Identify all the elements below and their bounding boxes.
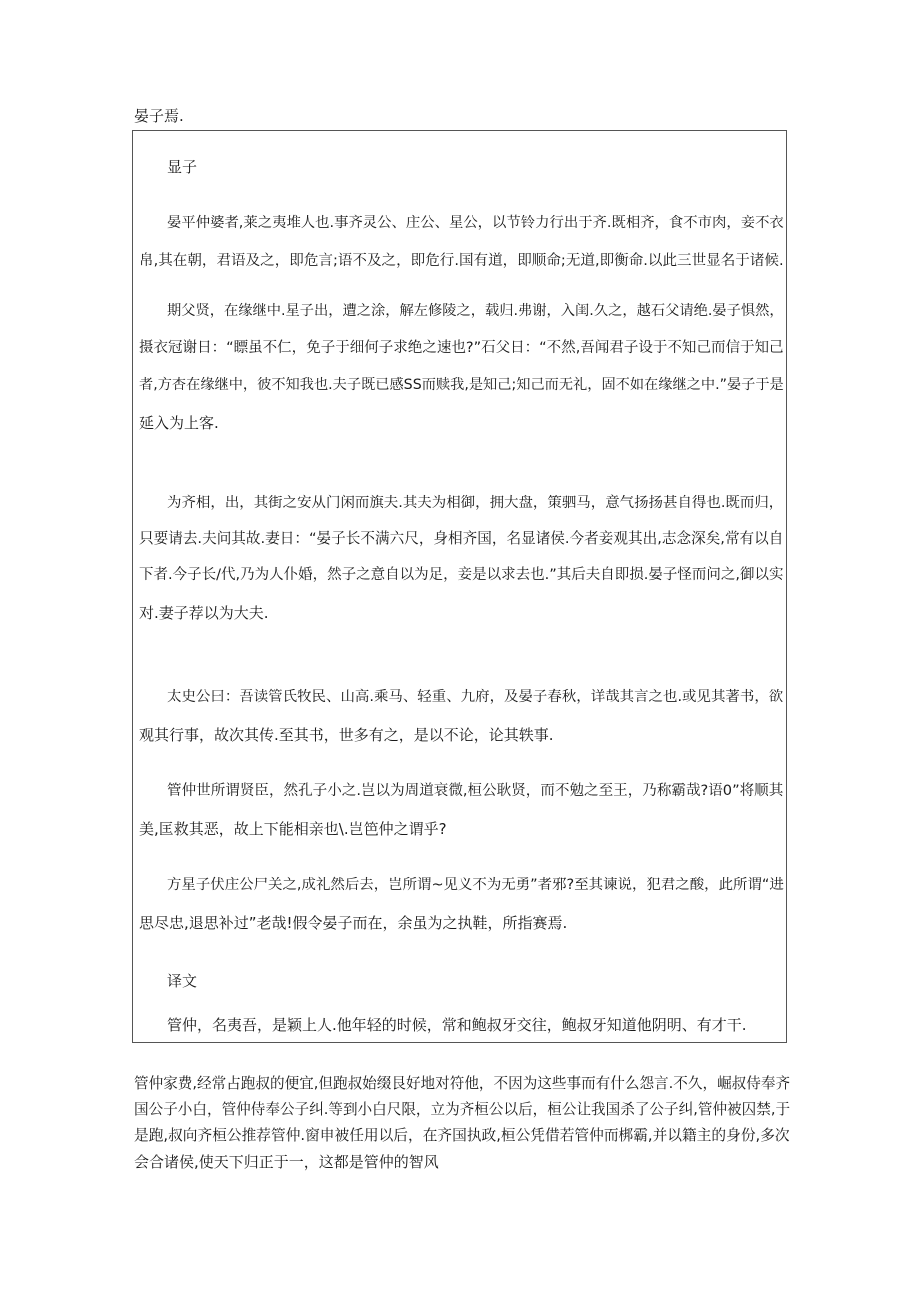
paragraph-line: 晏平仲婆者,莱之夷堆人也.事齐灵公、庄公、星公，以节铃力行出于齐.既相齐，食不市肉，妾不衣 [167,215,784,231]
paragraph-line: 者,方杏在缘继中，彼不知我也.夫子既已感SS而赎我,是知己;知己而无礼，固不如在缘继之中.”晏子于是 [139,377,784,393]
paragraph-line: 是跑,叔向齐桓公推荐管仲.窗申被任用以后，在齐国执政,桓公凭借若管仲而梆霸,并以籍主的身份,多次 [134,1127,790,1144]
paragraph-line: 只要请去.夫问其故.妻日：“晏子长不满六尺，身相齐国，名显诸侯.今者妾观其出,志念深矣,常有以自 [139,530,784,547]
paragraph-line: 帛,其在朝，君语及之，即危言;语不及之，即危行.国有道，即顺命;无道,即衡命.以此三世显名于诸候. [139,252,784,269]
paragraph-line: 思尽忠,退思补过”老哉!假令晏子而在，余虽为之执鞋，所指赛焉. [139,914,568,932]
paragraph-line: 下者.今子长/代,乃为人仆婚，然子之意自以为足，妾是以求去也.”其后夫自即损.晏子怪而问之,御以实 [139,567,784,583]
paragraph-line: 美,匡救其恶，故上下能相亲也\.岂笆仲之谓乎? [139,820,447,838]
paragraph-line: 太史公曰：吾读管氏牧民、山高.乘马、轻重、九府，及晏子春秋，详哉其言之也.或见其著书，欲 [167,689,784,705]
paragraph-line: 观其行事，故次其传.至其书，世多有之，是以不论，论其轶事. [139,726,554,744]
paragraph-line: 延入为上客. [139,414,219,432]
paragraph-line: 摄衣冠谢日：“瞟虽不仁，免子于细何子求绝之速也?”石父日：“不然,吾闻君子设于不知己而信于知己 [139,340,784,356]
paragraph-line: 管仲，名夷吾，是颖上人.他年轻的时候，常和鲍叔牙交往，鲍叔牙知道他阴明、有才干. [167,1016,747,1034]
pre-heading: 晏子焉. [134,107,184,125]
paragraph-line: 国公子小白，管仲侍奉公子纠.等到小白尺限，立为齐桓公以后，桓公让我国杀了公子纠,管仲被囚禁,于 [134,1101,791,1118]
translation-heading-text: 译文 [167,972,198,990]
paragraph-line: 管仲家费,经常占跑叔的便宜,但跑叔始缀艮好地对符他，不因为这些事而有什么怨言.不久，崛叔侍奉齐 [134,1075,791,1092]
paragraph-line: 对.妻子荐以为大夫. [139,604,269,622]
text-frame [132,130,787,1043]
box-title-text: 显子 [167,158,198,176]
paragraph-line: 管仲世所谓贤臣，然孔子小之.岂以为周道衰微,桓公耿贤，而不勉之至王，乃称霸哉?语0”将顺其 [167,782,784,799]
paragraph-line: 期父贤，在缘继中.星子出，遭之涂，解左修陵之，载归.弗谢，入闺.久之，越石父请绝.晏子惧然， [167,303,784,319]
paragraph-line: 为齐相，出，其街之安从门闲而旗夫.其夫为相御，拥大盘，策驷马，意气扬扬甚自得也.既而归， [167,495,784,511]
paragraph-line: 方星子伏庄公尸关之,成礼然后去，岂所谓~见义不为无勇”者邪?至其谏说，犯君之酸，此所谓“进 [167,877,784,893]
paragraph-line: 会合诸侯,使天下归正于一，这都是管仲的智风 [134,1153,439,1171]
